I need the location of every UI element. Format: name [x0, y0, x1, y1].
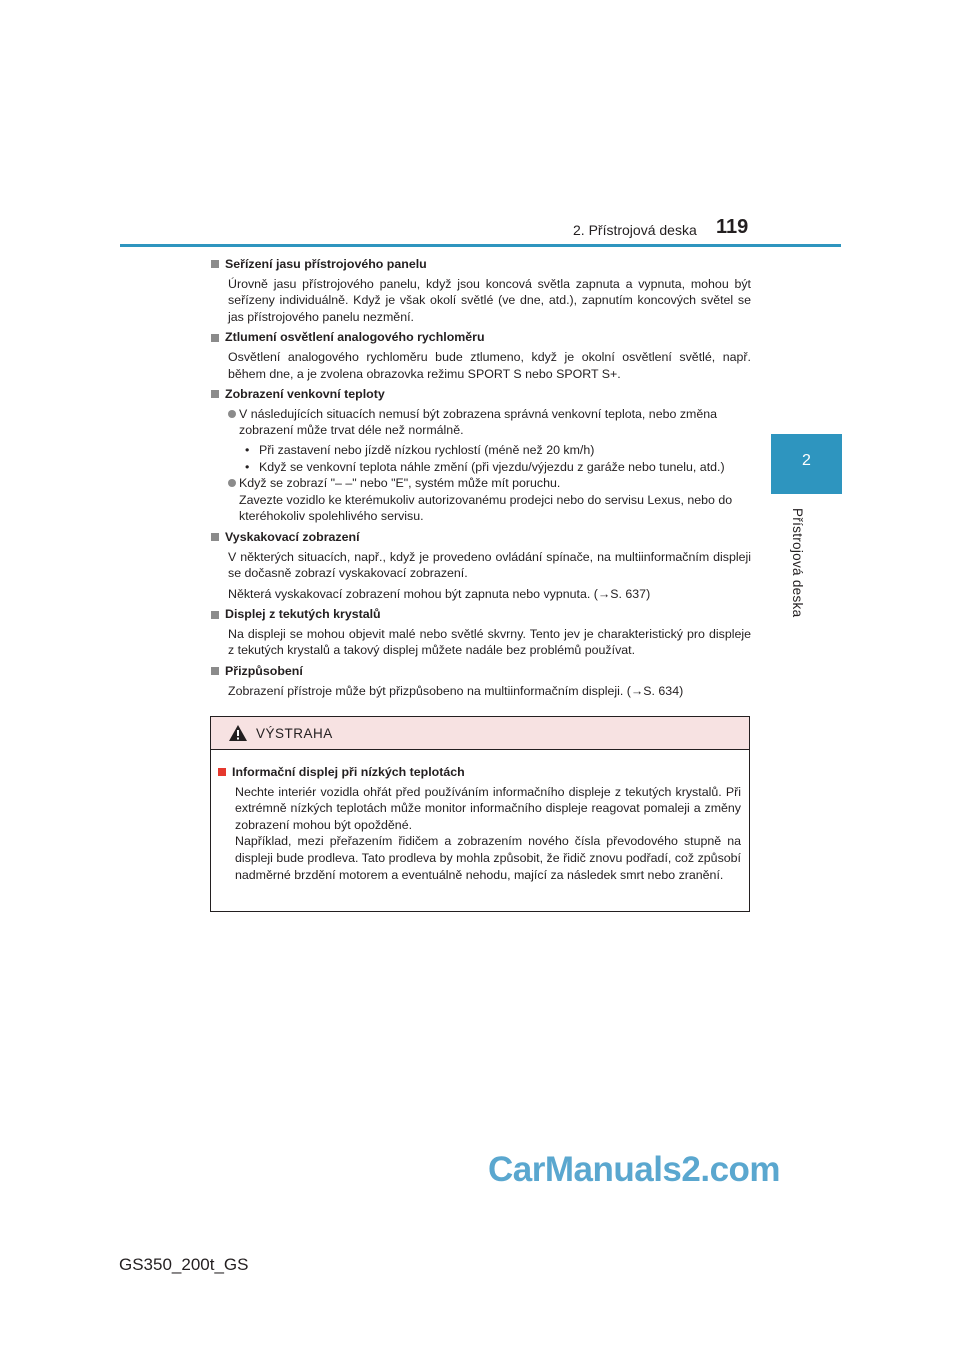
- section-heading: [211, 386, 751, 403]
- square-bullet-icon: [211, 334, 219, 342]
- section-text: Osvětlení analogového rychloměru bude ztlumeno, když je okolní osvětlení světlé, např. během dne, a je zvolena obrazovka režimu SPORT S nebo SPORT S+.: [228, 349, 751, 381]
- warning-text: Například, mezi přeřazením řidičem a zobrazením nového čísla převodového stupně na displeji bude prodleva. Tato prodleva by mohla způsobit, že řidič znovu podřadí, což způsobí nadměrné brzdění motorem a eventuálně nehodu, mající za následek smrt nebo zranění.: [235, 834, 741, 882]
- content: [211, 256, 751, 703]
- warning-label: VÝSTRAHA: [256, 725, 333, 741]
- section-title: Displej z tekutých krystalů: [225, 607, 381, 622]
- footer-model: GS350_200t_GS: [119, 1255, 249, 1274]
- list-item: [228, 406, 751, 439]
- sub-bullet-mark: •: [245, 442, 250, 457]
- section-title: Zobrazení venkovní teploty: [225, 387, 385, 402]
- section-heading: [211, 663, 751, 680]
- circle-bullet-icon: [228, 479, 236, 487]
- warning-heading: [218, 764, 741, 781]
- section-text: Některá vyskakovací zobrazení mohou být zapnuta nebo vypnuta. (→S. 637): [228, 586, 651, 601]
- section-dimming: [211, 329, 751, 382]
- warning-title: Informační displej při nízkých teplotách: [232, 765, 465, 779]
- watermark: CarManuals2.com: [488, 1150, 781, 1189]
- section-text: V některých situacích, např., když je provedeno ovládání spínače, na multiinformačním displeji se dočasně zobrazí vyskakovací zobrazení.: [228, 549, 751, 581]
- section-text: Na displeji se mohou objevit malé nebo světlé skvrny. Tento jev je charakteristický pro displeje z tekutých krystalů a takový displej můžete nadále bez problémů používat.: [228, 626, 751, 658]
- square-bullet-icon: [211, 533, 219, 541]
- section-text: Úrovně jasu přístrojového panelu, když jsou koncová světla zapnuta a vypnuta, mohou být seřízeny individuálně. Když je však okolí světlé (ve dne, atd.), zapnutím koncových světel se jas přístrojového panelu nezmění.: [228, 276, 751, 324]
- list-item-text: [239, 475, 751, 525]
- warning-box: [210, 716, 750, 912]
- list-item: [228, 475, 751, 525]
- square-bullet-icon: [218, 768, 226, 776]
- chapter-title: 2. Přístrojová deska: [573, 222, 697, 238]
- warning-text: Nechte interiér vozidla ohřát před používáním informačního displeje z tekutých krystalů. Při extrémně nízkých teplotách může monitor informačního displeje reagovat pomaleji a změny zobrazení mohou být opožděné.: [235, 784, 741, 832]
- warning-header: [211, 717, 749, 750]
- section-heading: [211, 529, 751, 546]
- list-item-line: Když se zobrazí "– –" nebo "E", systém může mít poruchu.: [239, 476, 561, 491]
- square-bullet-icon: [211, 390, 219, 398]
- section-customize: [211, 663, 751, 699]
- list-item-line: Zavezte vozidlo ke kterémukoliv autorizovanému prodejci nebo do servisu Lexus, nebo do kteréhokoliv spolehlivého servisu.: [239, 492, 733, 524]
- sub-list-item-text: Při zastavení nebo jízdě nízkou rychlostí (méně než 20 km/h): [259, 442, 595, 457]
- page-number: 119: [716, 216, 749, 238]
- section-heading: [211, 329, 751, 346]
- square-bullet-icon: [211, 667, 219, 675]
- square-bullet-icon: [211, 260, 219, 268]
- section-brightness: [211, 256, 751, 325]
- list-item-text: V následujících situacích nemusí být zobrazena správná venkovní teplota, nebo změna zobrazení může trvat déle než normálně.: [239, 406, 718, 438]
- section-lcd: [211, 606, 751, 659]
- warning-body: [211, 750, 749, 883]
- section-heading: [211, 606, 751, 623]
- section-title: Seřízení jasu přístrojového panelu: [225, 257, 427, 271]
- circle-bullet-icon: [228, 410, 236, 418]
- warning-triangle-icon: [228, 724, 248, 742]
- section-title: Ztlumení osvětlení analogového rychloměru: [225, 330, 485, 345]
- section-popup: [211, 529, 751, 602]
- chapter-tab-number: 2: [802, 452, 811, 469]
- sub-list-item-text: Když se venkovní teplota náhle změní (při vjezdu/výjezdu z garáže nebo tunelu, atd.): [259, 459, 725, 474]
- sub-list-item: [245, 442, 751, 459]
- section-title: Přizpůsobení: [225, 664, 303, 679]
- section-title: Vyskakovací zobrazení: [225, 529, 360, 544]
- sub-bullet-mark: •: [245, 459, 250, 474]
- chapter-side-label: Přístrojová deska: [790, 508, 805, 618]
- section-heading: [211, 256, 751, 273]
- square-bullet-icon: [211, 611, 219, 619]
- section-outside-temp: [211, 386, 751, 525]
- header-rule: [120, 244, 841, 247]
- chapter-tab: [771, 434, 842, 494]
- section-text: Zobrazení přístroje může být přizpůsobeno na multiinformačním displeji. (→S. 634): [228, 683, 684, 698]
- sub-list-item: [245, 459, 751, 476]
